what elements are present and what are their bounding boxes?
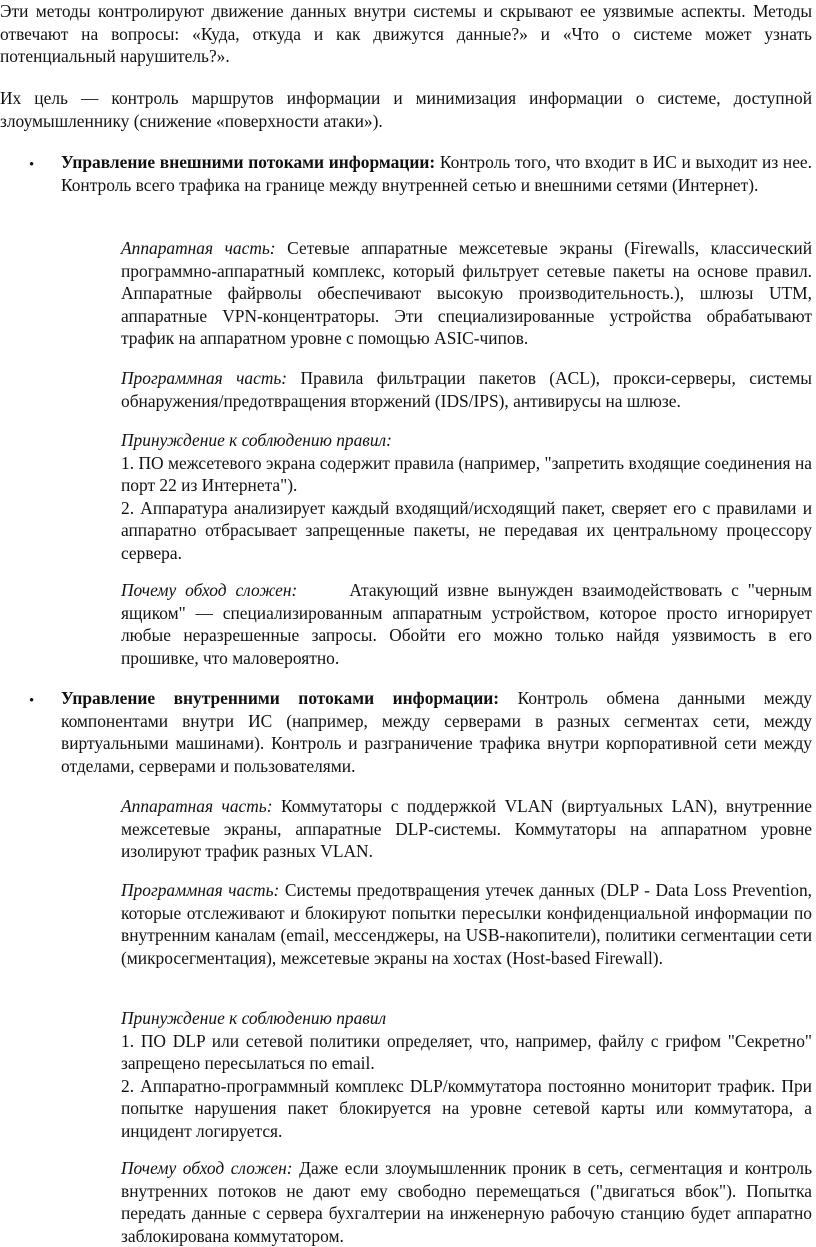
- bypass-text: Атакующий извне вынужден взаимодействовать с "черным ящиком" — специализированным аппаратным устройством, которое просто игнорирует любые неразрешенные запросы. Обойти его можно только найдя уязвимость в его прошивке, что маловероятно.: [121, 580, 813, 668]
- external-enforcement: [121, 429, 812, 565]
- bypass-text: Даже если злоумышленник проник в сеть, сегментация и контроль внутренних потоков не дают ему свободно перемещаться ("двигаться вбок"). Попытка передать данные с сервера бухгалтерии на инженерную рабочую станцию будет аппаратно заблокирована коммутатором.: [121, 1158, 813, 1246]
- external-software: [121, 367, 812, 412]
- internal-hardware: [121, 795, 812, 863]
- enforcement-label: Принуждение к соблюдению правил: [121, 1008, 387, 1028]
- section-description: Контроль обмена данными между компонентами внутри ИС (например, между серверами в разных сегментах сети, между виртуальными машинами). Контроль и разграничение трафика внутри корпоративной сети между отделами, серверами и пользователями.: [61, 688, 812, 776]
- bullet-external-text: [61, 151, 812, 196]
- bypass-label: Почему обход сложен:: [121, 580, 298, 600]
- external-bypass: [121, 579, 812, 669]
- enforcement-step-2: 2. Аппаратура анализирует каждый входящий/исходящий пакет, сверяет его с правилами и аппаратно отбрасывает запрещенные пакеты, не передавая их центральному процессору сервера.: [121, 497, 812, 563]
- external-hardware: [121, 237, 812, 350]
- intro-paragraph-1: Эти методы контролируют движение данных внутри системы и скрывают ее уязвимые аспекты. Методы отвечают на вопросы: «Куда, откуда и как движутся данные?» и «Что о системе может узнать потенциальный нарушитель?».: [0, 1, 812, 67]
- bullet-external-flows: [0, 151, 812, 196]
- section-description: Контроль того, что входит в ИС и выходит из нее. Контроль всего трафика на границе между внутренней сетью и внешними сетями (Интернет).: [61, 152, 812, 195]
- software-label: Программная часть:: [121, 880, 280, 900]
- section-title: Управление внутренними потоками информации:: [61, 688, 500, 708]
- bullet-internal-text: [61, 687, 812, 777]
- hardware-text: Коммутаторы с поддержкой VLAN (виртуальных LAN), внутренние межсетевые экраны, аппаратные DLP-системы. Коммутаторы на аппаратном уровне изолируют трафик разных VLAN.: [121, 796, 812, 862]
- hardware-text: Сетевые аппаратные межсетевые экраны (Firewalls, классический программно-аппаратный комплекс, который фильтрует сетевые пакеты на основе правил. Аппаратные файрволы обеспечивают высокую производительность.), шлюзы UTM, аппаратные VPN-концентраторы. Эти специализированные устройства обрабатывают трафик на аппаратном уровне с помощью ASIC-чипов.: [121, 238, 812, 349]
- section-title: Управление внешними потоками информации:: [61, 152, 436, 172]
- enforcement-step-1: 1. ПО DLP или сетевой политики определяет, что, например, файлу с грифом "Секретно" запрещено пересылаться по email.: [121, 1030, 812, 1074]
- internal-bypass: [121, 1157, 812, 1247]
- bullet-dot-icon: •: [29, 157, 35, 173]
- intro-paragraph-2: Их цель — контроль маршрутов информации и минимизация информации о системе, доступной злоумышленнику (снижение «поверхности атаки»).: [0, 88, 812, 131]
- enforcement-step-1: 1. ПО межсетевого экрана содержит правила (например, "запретить входящие соединения на порт 22 из Интернета").: [121, 452, 812, 496]
- software-label: Программная часть:: [121, 368, 288, 388]
- enforcement-step-2: 2. Аппаратно-программный комплекс DLP/коммутатора постоянно мониторит трафик. При попытке нарушения пакет блокируется на уровне сетевой карты или коммутатора, а инцидент логируется.: [121, 1075, 812, 1141]
- enforcement-label: Принуждение к соблюдению правил:: [121, 430, 392, 450]
- bypass-label: Почему обход сложен:: [121, 1158, 293, 1178]
- bullet-internal-flows: [0, 687, 812, 777]
- software-text: Системы предотвращения утечек данных (DLP - Data Loss Prevention, которые отслеживают и блокируют попытки пересылки конфиденциальной информации по внутренним каналам (email, мессенджеры, на USB-накопители), политики сегментации сети (микросегментация), межсетевые экраны на хостах (Host-based Firewall).: [121, 880, 812, 968]
- hardware-label: Аппаратная часть:: [121, 796, 273, 816]
- bullet-dot-icon: •: [29, 693, 35, 709]
- hardware-label: Аппаратная часть:: [121, 238, 276, 258]
- internal-enforcement: [121, 1007, 812, 1143]
- software-text: Правила фильтрации пакетов (ACL), прокси-серверы, системы обнаружения/предотвращения вторжений (IDS/IPS), антивирусы на шлюзе.: [121, 368, 812, 411]
- internal-software: [121, 879, 812, 969]
